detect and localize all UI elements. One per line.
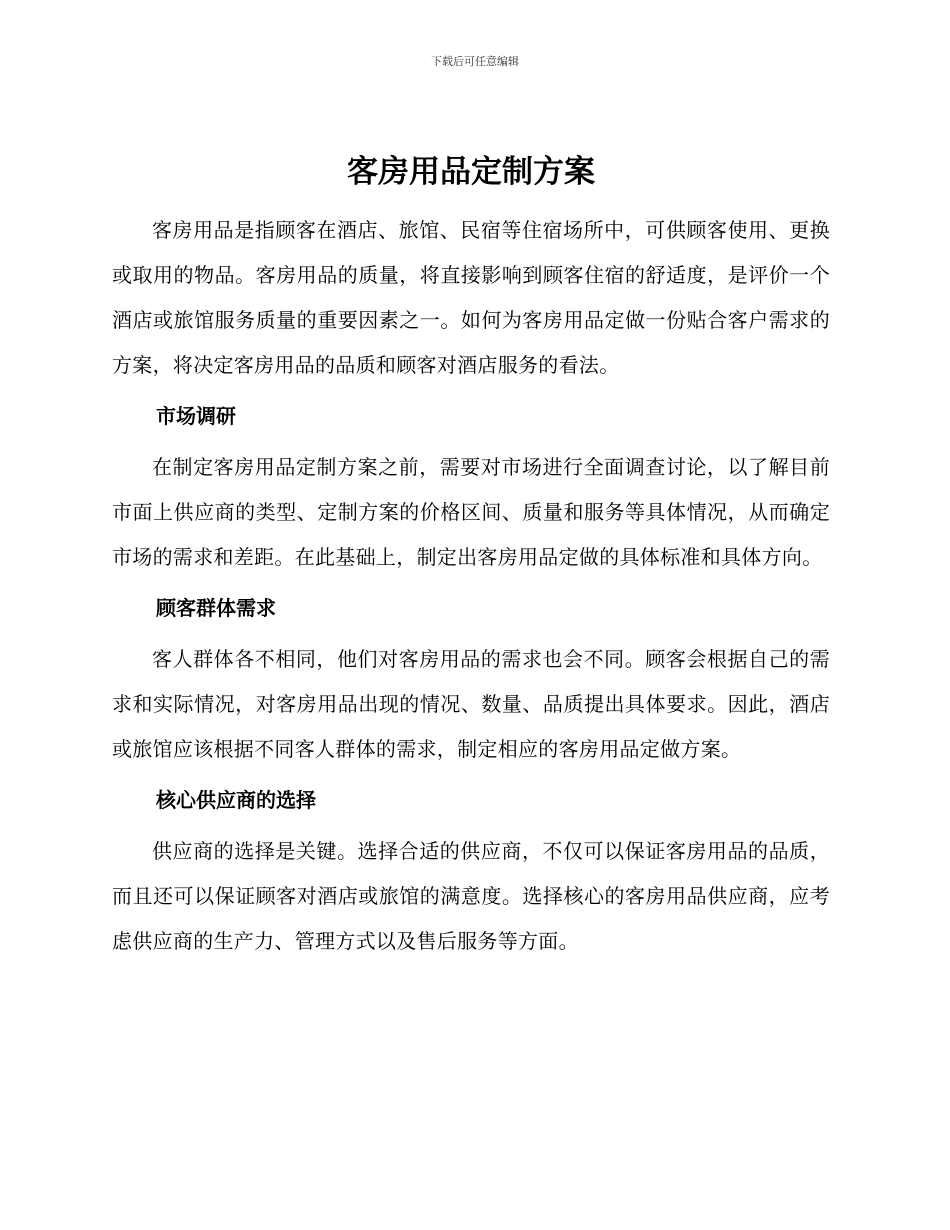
section-market-research — [112, 394, 830, 580]
intro-paragraph: 客房用品是指顾客在酒店、旅馆、民宿等住宿场所中，可供顾客使用、更换或取用的物品。客房用品的质量，将直接影响到顾客住宿的舒适度，是评价一个酒店或旅馆服务质量的重要因素之一。如何为客房用品定做一份贴合客户需求的方案，将决定客房用品的品质和顾客对酒店服务的看法。 — [112, 218, 830, 377]
section-paragraph: 供应商的选择是关键。选择合适的供应商，不仅可以保证客房用品的品质，而且还可以保证顾客对酒店或旅馆的满意度。选择核心的客房用品供应商，应考虑供应商的生产力、管理方式以及售后服务等方面。 — [112, 839, 830, 953]
section-paragraph: 客人群体各不相同，他们对客房用品的需求也会不同。顾客会根据自己的需求和实际情况，对客房用品出现的情况、数量、品质提出具体要求。因此，酒店或旅馆应该根据不同客人群体的需求，制定相应的客房用品定做方案。 — [112, 647, 830, 761]
document-body — [112, 150, 830, 964]
page-header-note: 下载后可任意编辑 — [431, 55, 519, 68]
section-customer-needs — [112, 586, 830, 772]
section-core-supplier — [112, 778, 830, 964]
section-heading: 市场调研 — [156, 404, 236, 428]
section-heading: 核心供应商的选择 — [156, 788, 316, 812]
document-title: 客房用品定制方案 — [347, 154, 595, 190]
section-heading: 顾客群体需求 — [156, 596, 276, 620]
section-paragraph: 在制定客房用品定制方案之前，需要对市场进行全面调查讨论，以了解目前市面上供应商的类型、定制方案的价格区间、质量和服务等具体情况，从而确定市场的需求和差距。在此基础上，制定出客房用品定做的具体标准和具体方向。 — [112, 455, 830, 569]
